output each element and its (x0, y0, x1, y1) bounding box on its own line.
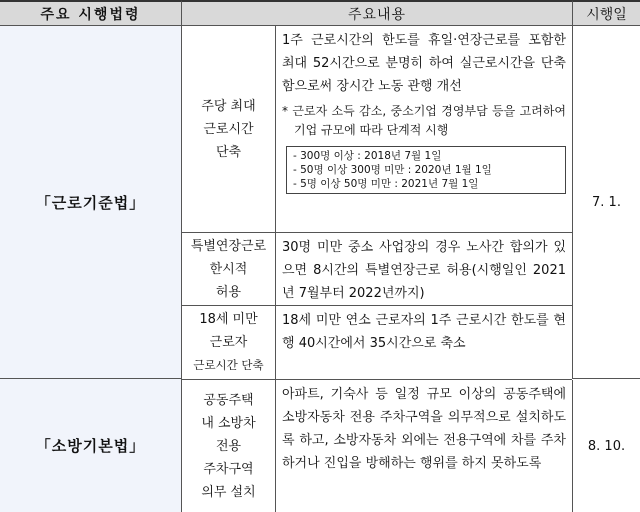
subject-line: 한시적 (209, 261, 248, 277)
effective-date-labor: 7. 1. (572, 26, 640, 379)
subject-weekly-hours (181, 26, 275, 232)
subject-line: 단축 (215, 144, 242, 160)
subject-line: 특별연장근로 (190, 238, 267, 254)
content-weekly-hours (275, 26, 572, 232)
subject-fire-parking (181, 380, 275, 512)
subject-line: 주당 최대 (201, 98, 256, 114)
subject-line: 공동주택 (203, 392, 254, 408)
subject-line: 18세 미만 (199, 312, 258, 327)
content-text: 18세 미만 연소 근로자의 1주 근로시간 한도를 현행 40시간에서 35시간으로 축소 (282, 313, 566, 351)
subject-line: 내 소방차 (201, 415, 256, 431)
schedule-item: - 5명 이상 50명 미만 : 2021년 7월 1일 (293, 178, 479, 190)
content-special-overtime (275, 233, 572, 305)
subject-line: 근로자 (209, 335, 248, 350)
header-law: 주요 시행법령 (0, 0, 181, 26)
schedule-item: - 50명 이상 300명 미만 : 2020년 1월 1일 (293, 164, 492, 176)
header-content: 주요내용 (181, 0, 572, 26)
subject-line: 전용 (215, 438, 242, 454)
effective-date-fire: 8. 10. (572, 380, 640, 512)
subject-line: 의무 설치 (201, 484, 256, 500)
schedule-box (286, 146, 566, 194)
header-date: 시행일 (572, 0, 640, 26)
subject-line: 근로시간 (203, 121, 254, 137)
content-text: 1주 근로시간의 한도를 휴일‧연장근로를 포함한 최대 52시간으로 분명히 하여 실근로시간을 단축함으로써 장시간 노동 관행 개선 (282, 33, 566, 94)
law-name-fire: 「소방기본법」 (0, 379, 181, 512)
content-note: * 근로자 소득 감소, 중소기업 경영부담 등을 고려하여 기업 규모에 따라 단계적 시행 (282, 104, 566, 137)
schedule-item: - 300명 이상 : 2018년 7월 1일 (293, 150, 442, 162)
subject-minor-hours (181, 306, 275, 379)
content-text: 30명 미만 중소 사업장의 경우 노사간 합의가 있으면 8시간의 특별연장근로 허용(시행일인 2021년 7월부터 2022년까지) (282, 240, 566, 301)
subject-line: 허용 (215, 284, 242, 300)
content-text: 아파트, 기숙사 등 일정 규모 이상의 공동주택에 소방자동차 전용 주차구역을 의무적으로 설치하도록 하고, 소방자동차 외에는 전용구역에 차를 주차하거나 진입을 방해하는 행위를 하지 못하도록 (282, 387, 566, 471)
subject-line: 주차구역 (203, 461, 254, 477)
content-fire-parking (275, 380, 572, 512)
law-name-labor: 「근로기준법」 (0, 26, 181, 379)
content-minor-hours (275, 306, 572, 379)
subject-special-overtime (181, 233, 275, 305)
subject-line: 근로시간 단축 (193, 358, 264, 372)
